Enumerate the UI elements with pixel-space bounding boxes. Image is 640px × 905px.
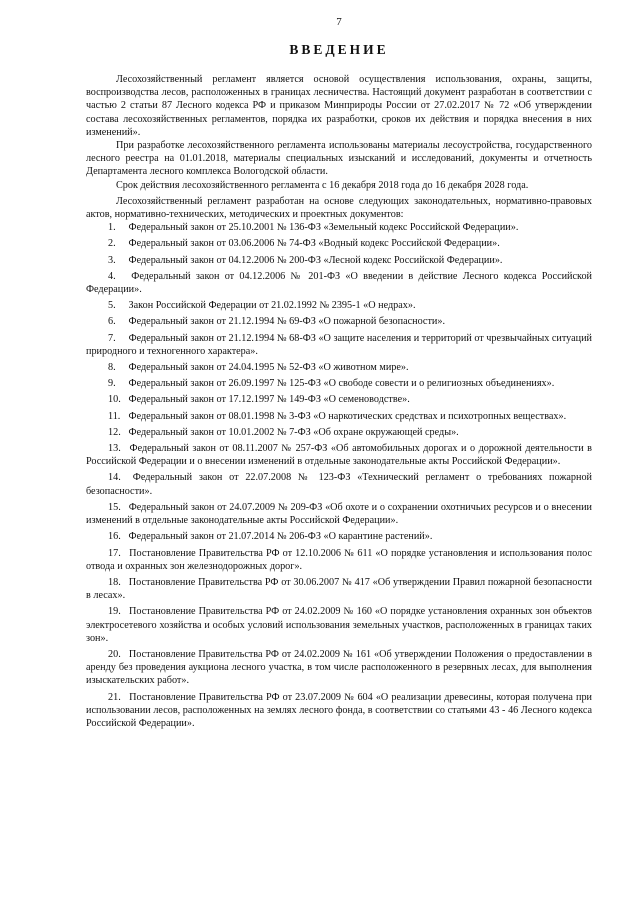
- list-item: [86, 315, 592, 328]
- list-item-number: 15.: [108, 501, 121, 513]
- list-item: [86, 547, 592, 573]
- list-item: [86, 576, 592, 602]
- list-item: [86, 377, 592, 390]
- intro-paragraph-2: При разработке лесохозяйственного регламента использованы материалы лесоустройства, государственного лесного реестра на 01.01.2018, материалы специальных изысканий и исследований, документы и отчетность Департамента лесного комплекса Вологодской области.: [86, 140, 592, 178]
- list-item: [86, 471, 592, 497]
- list-item-text: Постановление Правительства РФ от 12.10.2006 № 611 «О порядке установления и использования полос отвода и охранных зон железнодорожных дорог».: [86, 547, 592, 572]
- list-item: [86, 270, 592, 296]
- list-item: [86, 254, 592, 267]
- list-item-number: 4.: [108, 270, 116, 282]
- list-item-text: Федеральный закон от 21.12.1994 № 69-ФЗ «О пожарной безопасности».: [128, 316, 445, 328]
- list-item-text: Федеральный закон от 22.07.2008 № 123-ФЗ «Технический регламент о требованиях пожарной безопасности».: [86, 472, 592, 497]
- list-item: [86, 442, 592, 468]
- list-item-text: Закон Российской Федерации от 21.02.1992 № 2395-1 «О недрах».: [128, 300, 416, 312]
- list-item-number: 19.: [108, 606, 121, 618]
- list-item: [86, 237, 592, 250]
- list-item-text: Федеральный закон от 03.06.2006 № 74-ФЗ «Водный кодекс Российской Федерации».: [128, 238, 500, 250]
- list-item-text: Федеральный закон от 21.12.1994 № 68-ФЗ «О защите населения и территорий от чрезвычайных ситуаций природного и техногенного характера».: [86, 332, 593, 357]
- list-item-text: Федеральный закон от 10.01.2002 № 7-ФЗ «Об охране окружающей среды».: [128, 426, 459, 438]
- list-item-text: Федеральный закон от 08.11.2007 № 257-ФЗ «Об автомобильных дорогах и о дорожной деятельности в Российской Федерации и о внесении изменений в отдельные законодательные акты Российской Федерации».: [86, 443, 592, 468]
- list-item-text: Федеральный закон от 04.12.2006 № 201-ФЗ «О введении в действие Лесного кодекса Российской Федерации».: [86, 270, 593, 296]
- intro-paragraph-1: Лесохозяйственный регламент является основой осуществления использования, охраны, защиты, воспроизводства лесов, расположенных в границах лесничества. Настоящий документ разработан в соответствии с частью 2 статьи 87 Лесного кодекса РФ и приказом Минприроды России от 27.02.2017 № 72 «Об утверждении состава лесохозяйственных регламентов, порядка их разработки, сроков их действия и порядка внесения в них изменений».: [86, 74, 592, 138]
- list-item-text: Федеральный закон от 25.10.2001 № 136-ФЗ «Земельный кодекс Российской Федерации».: [128, 222, 519, 234]
- list-item-number: 11.: [108, 410, 121, 422]
- intro-paragraph-4: Лесохозяйственный регламент разработан на основе следующих законодательных, нормативно-правовых актов, нормативно-технических, методических и проектных документов:: [86, 195, 592, 221]
- list-item-number: 7.: [108, 332, 116, 344]
- list-item-number: 1.: [108, 222, 116, 234]
- list-item: [86, 648, 592, 688]
- list-item-number: 9.: [108, 378, 116, 390]
- list-item: [86, 426, 592, 439]
- list-item: [86, 410, 592, 423]
- list-item-number: 17.: [108, 547, 121, 559]
- list-item-number: 3.: [108, 254, 116, 266]
- list-item-number: 16.: [108, 531, 121, 543]
- list-item: [86, 530, 592, 543]
- list-item-text: Федеральный закон от 24.04.1995 № 52-ФЗ «О животном мире».: [128, 362, 409, 374]
- list-item-text: Федеральный закон от 08.01.1998 № 3-ФЗ «О наркотических средствах и психотропных веществах».: [128, 410, 567, 422]
- list-item-number: 6.: [108, 316, 116, 328]
- list-item-number: 12.: [108, 426, 121, 438]
- list-item-number: 5.: [108, 300, 116, 312]
- list-item: [86, 393, 592, 406]
- legal-documents-list: [86, 221, 592, 730]
- list-item: [86, 501, 592, 527]
- list-item: [86, 605, 592, 645]
- list-item-number: 8.: [108, 362, 116, 374]
- list-item-text: Постановление Правительства РФ от 23.07.2009 № 604 «О реализации древесины, которая получена при использовании лесов, расположенных на землях лесного фонда, в соответствии со статьями 43 - 46 Лесного кодекса Российской Федерации».: [86, 691, 592, 729]
- list-item-text: Постановление Правительства РФ от 24.02.2009 № 161 «Об утверждении Положения о предоставлении в аренду без проведения аукциона лесного участка, в том числе расположенного в резервных лесах, для выполнения изыскательских работ».: [86, 648, 593, 687]
- list-item-text: Федеральный закон от 17.12.1997 № 149-ФЗ «О семеноводстве».: [128, 394, 410, 406]
- list-item: [86, 299, 592, 312]
- list-item-number: 18.: [108, 576, 121, 588]
- list-item: [86, 691, 592, 731]
- list-item: [86, 221, 592, 234]
- list-item-text: Федеральный закон от 21.07.2014 № 206-ФЗ «О карантине растений».: [128, 531, 433, 543]
- intro-paragraph-3: Срок действия лесохозяйственного регламента с 16 декабря 2018 года до 16 декабря 2028 года.: [116, 179, 529, 191]
- list-item-number: 10.: [108, 394, 121, 406]
- list-item-number: 2.: [108, 238, 116, 250]
- list-item: [86, 361, 592, 374]
- list-item-number: 20.: [108, 648, 121, 660]
- list-item-number: 13.: [108, 443, 121, 455]
- list-item-text: Постановление Правительства РФ от 24.02.2009 № 160 «О порядке установления охранных зон объектов электросетевого хозяйства и особых условий использования земельных участков, расположенных в границах таких зон».: [86, 606, 592, 644]
- list-item-number: 14.: [108, 472, 121, 484]
- list-item-text: Федеральный закон от 26.09.1997 № 125-ФЗ «О свободе совести и о религиозных объединениях».: [128, 378, 555, 390]
- page-number: 7: [336, 16, 342, 28]
- list-item-text: Федеральный закон от 04.12.2006 № 200-ФЗ «Лесной кодекс Российской Федерации».: [128, 254, 503, 266]
- list-item-text: Федеральный закон от 24.07.2009 № 209-ФЗ «Об охоте и о сохранении охотничьих ресурсов и о внесении изменений в отдельные законодательные акты Российской Федерации».: [86, 501, 593, 527]
- list-item-number: 21.: [108, 691, 121, 703]
- section-title: ВВЕДЕНИЕ: [289, 42, 389, 57]
- list-item-text: Постановление Правительства РФ от 30.06.2007 № 417 «Об утверждении Правил пожарной безопасности в лесах».: [86, 576, 592, 602]
- list-item: [86, 332, 592, 358]
